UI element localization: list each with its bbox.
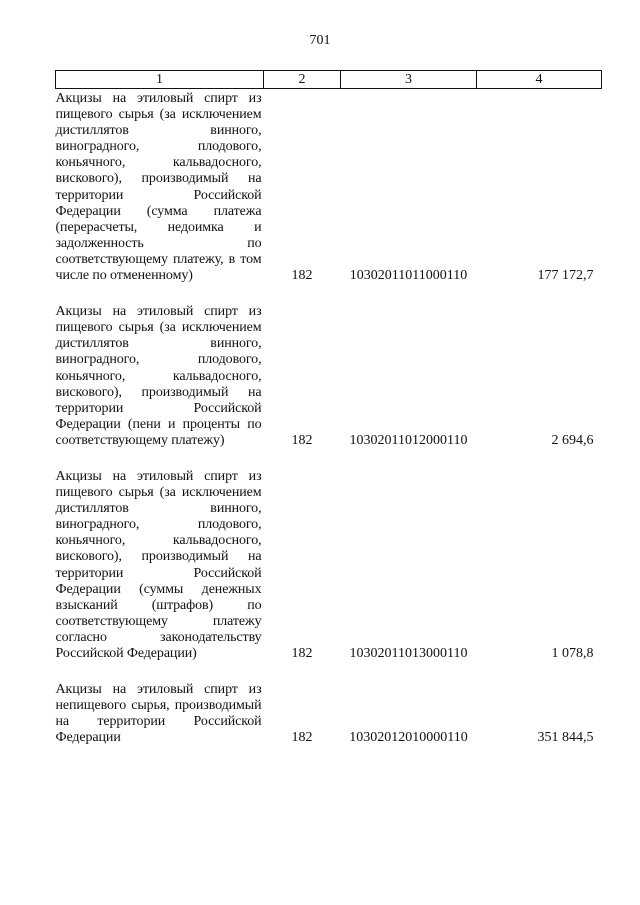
amount-cell: 1 078,8: [551, 646, 594, 661]
table-row: [56, 284, 602, 449]
amount-cell: 177 172,7: [537, 268, 594, 284]
budget-table: [55, 70, 602, 746]
table-row: [56, 89, 602, 285]
income-name: Акцизы на этиловый спирт из пищевого сырья (за исключением дистиллятов винного, виноградного, плодового, коньячного, кальвадосного, вискового), производимый на территории Российской Федерации (пени и проценты по соответствующему платежу): [55, 304, 262, 448]
income-name-cell: [56, 284, 264, 449]
header-row: [56, 71, 602, 89]
budget-code-cell: 10302011012000110: [349, 432, 468, 448]
page-number: 701: [309, 33, 331, 48]
income-name-cell: [56, 449, 264, 662]
income-name-cell: [56, 89, 264, 285]
budget-code-cell: 10302011011000110: [349, 268, 468, 284]
table-row: [56, 662, 602, 746]
amount-cell: 351 844,5: [537, 730, 594, 746]
income-name: Акцизы на этиловый спирт из пищевого сырья (за исключением дистиллятов винного, виноградного, плодового, коньячного, кальвадосного, вискового), производимый на территории Российской Федерации (сумма платежа (перерасчеты, недоимка и задолженность по соответствующему платежу, в том числе по отмененному): [55, 91, 262, 284]
admin-code-cell: 182: [291, 730, 313, 746]
table-row: [56, 449, 602, 662]
budget-code-cell: 10302011013000110: [349, 646, 468, 661]
budget-code-cell: 10302012010000110: [349, 730, 468, 746]
column-header-1: 1: [56, 71, 264, 89]
admin-code-cell: 182: [291, 432, 313, 448]
column-header-3: 3: [341, 71, 477, 89]
income-name-cell: [56, 662, 264, 746]
admin-code-cell: 182: [291, 268, 313, 284]
income-name: Акцизы на этиловый спирт из непищевого сырья, производимый на территории Российской Федерации: [55, 682, 262, 746]
amount-cell: 2 694,6: [551, 432, 594, 448]
admin-code-cell: 182: [291, 646, 313, 661]
column-header-4: 4: [477, 71, 602, 89]
income-name: Акцизы на этиловый спирт из пищевого сырья (за исключением дистиллятов винного, виноградного, плодового, коньячного, кальвадосного, вискового), производимый на территории Российской Федерации (суммы денежных взысканий (штрафов) по соответствующему платежу согласно законодательству Российской Федерации): [55, 468, 262, 661]
column-header-2: 2: [264, 71, 341, 89]
